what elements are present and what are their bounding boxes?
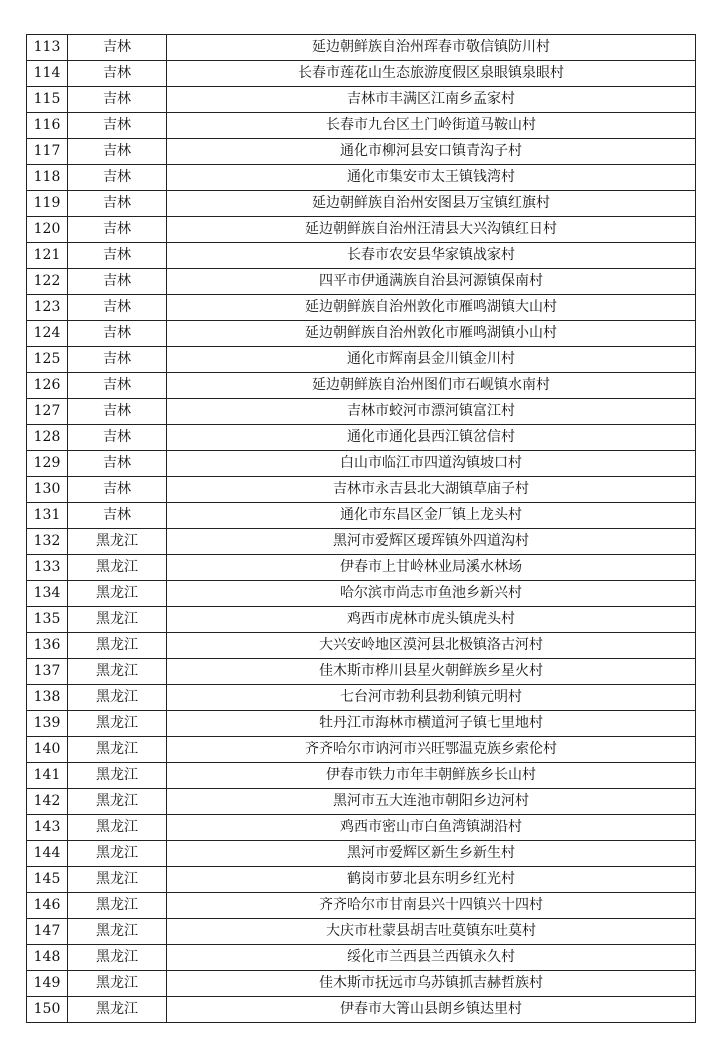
table-row xyxy=(27,971,696,997)
document-page xyxy=(26,34,695,1023)
row-number-cell: 113 xyxy=(27,35,68,61)
table-row xyxy=(27,373,696,399)
province-cell: 黑龙江 xyxy=(68,581,167,607)
row-number-cell: 147 xyxy=(27,919,68,945)
table-row xyxy=(27,139,696,165)
province-cell: 黑龙江 xyxy=(68,659,167,685)
province-cell: 黑龙江 xyxy=(68,607,167,633)
row-number-cell: 133 xyxy=(27,555,68,581)
village-name-cell: 延边朝鲜族自治州敦化市雁鸣湖镇大山村 xyxy=(167,295,696,321)
row-number-cell: 118 xyxy=(27,165,68,191)
village-name-cell: 四平市伊通满族自治县河源镇保南村 xyxy=(167,269,696,295)
province-cell: 黑龙江 xyxy=(68,945,167,971)
village-name-cell: 黑河市五大连池市朝阳乡边河村 xyxy=(167,789,696,815)
table-row xyxy=(27,633,696,659)
village-name-cell: 长春市农安县华家镇战家村 xyxy=(167,243,696,269)
province-cell: 吉林 xyxy=(68,243,167,269)
village-name-cell: 黑河市爱辉区新生乡新生村 xyxy=(167,841,696,867)
village-name-cell: 牡丹江市海林市横道河子镇七里地村 xyxy=(167,711,696,737)
row-number-cell: 141 xyxy=(27,763,68,789)
row-number-cell: 123 xyxy=(27,295,68,321)
village-name-cell: 延边朝鲜族自治州珲春市敬信镇防川村 xyxy=(167,35,696,61)
village-name-cell: 齐齐哈尔市讷河市兴旺鄂温克族乡索伦村 xyxy=(167,737,696,763)
table-row xyxy=(27,841,696,867)
table-row xyxy=(27,217,696,243)
province-cell: 黑龙江 xyxy=(68,529,167,555)
row-number-cell: 135 xyxy=(27,607,68,633)
row-number-cell: 128 xyxy=(27,425,68,451)
table-row xyxy=(27,659,696,685)
table-row xyxy=(27,477,696,503)
province-cell: 吉林 xyxy=(68,35,167,61)
table-row xyxy=(27,321,696,347)
table-row xyxy=(27,87,696,113)
village-name-cell: 白山市临江市四道沟镇坡口村 xyxy=(167,451,696,477)
table-row xyxy=(27,191,696,217)
village-name-cell: 吉林市永吉县北大湖镇草庙子村 xyxy=(167,477,696,503)
village-name-cell: 延边朝鲜族自治州汪清县大兴沟镇红日村 xyxy=(167,217,696,243)
province-cell: 黑龙江 xyxy=(68,893,167,919)
village-name-cell: 鸡西市密山市白鱼湾镇湖沿村 xyxy=(167,815,696,841)
province-cell: 吉林 xyxy=(68,451,167,477)
row-number-cell: 127 xyxy=(27,399,68,425)
row-number-cell: 122 xyxy=(27,269,68,295)
row-number-cell: 130 xyxy=(27,477,68,503)
row-number-cell: 126 xyxy=(27,373,68,399)
row-number-cell: 117 xyxy=(27,139,68,165)
province-cell: 吉林 xyxy=(68,347,167,373)
village-name-cell: 吉林市蛟河市漂河镇富江村 xyxy=(167,399,696,425)
province-cell: 黑龙江 xyxy=(68,685,167,711)
row-number-cell: 119 xyxy=(27,191,68,217)
province-cell: 黑龙江 xyxy=(68,971,167,997)
village-name-cell: 大庆市杜蒙县胡吉吐莫镇东吐莫村 xyxy=(167,919,696,945)
row-number-cell: 149 xyxy=(27,971,68,997)
village-name-cell: 长春市莲花山生态旅游度假区泉眼镇泉眼村 xyxy=(167,61,696,87)
row-number-cell: 124 xyxy=(27,321,68,347)
table-row xyxy=(27,113,696,139)
province-cell: 吉林 xyxy=(68,139,167,165)
village-name-cell: 大兴安岭地区漠河县北极镇洛古河村 xyxy=(167,633,696,659)
province-cell: 黑龙江 xyxy=(68,841,167,867)
village-name-cell: 通化市通化县西江镇岔信村 xyxy=(167,425,696,451)
province-cell: 吉林 xyxy=(68,295,167,321)
province-cell: 黑龙江 xyxy=(68,867,167,893)
village-name-cell: 哈尔滨市尚志市鱼池乡新兴村 xyxy=(167,581,696,607)
row-number-cell: 129 xyxy=(27,451,68,477)
row-number-cell: 125 xyxy=(27,347,68,373)
table-row xyxy=(27,763,696,789)
table-row xyxy=(27,893,696,919)
village-name-cell: 七台河市勃利县勃利镇元明村 xyxy=(167,685,696,711)
province-cell: 吉林 xyxy=(68,87,167,113)
province-cell: 黑龙江 xyxy=(68,789,167,815)
village-name-cell: 佳木斯市桦川县星火朝鲜族乡星火村 xyxy=(167,659,696,685)
row-number-cell: 137 xyxy=(27,659,68,685)
table-row xyxy=(27,347,696,373)
row-number-cell: 138 xyxy=(27,685,68,711)
row-number-cell: 120 xyxy=(27,217,68,243)
village-name-cell: 延边朝鲜族自治州安图县万宝镇红旗村 xyxy=(167,191,696,217)
row-number-cell: 136 xyxy=(27,633,68,659)
row-number-cell: 115 xyxy=(27,87,68,113)
table-row xyxy=(27,451,696,477)
village-name-cell: 延边朝鲜族自治州图们市石岘镇水南村 xyxy=(167,373,696,399)
province-cell: 吉林 xyxy=(68,503,167,529)
row-number-cell: 116 xyxy=(27,113,68,139)
table-row xyxy=(27,789,696,815)
table-row xyxy=(27,35,696,61)
row-number-cell: 142 xyxy=(27,789,68,815)
province-cell: 吉林 xyxy=(68,165,167,191)
row-number-cell: 132 xyxy=(27,529,68,555)
row-number-cell: 146 xyxy=(27,893,68,919)
row-number-cell: 139 xyxy=(27,711,68,737)
village-name-cell: 鹤岗市萝北县东明乡红光村 xyxy=(167,867,696,893)
village-name-cell: 通化市辉南县金川镇金川村 xyxy=(167,347,696,373)
village-name-cell: 伊春市大箐山县朗乡镇达里村 xyxy=(167,997,696,1023)
province-cell: 黑龙江 xyxy=(68,919,167,945)
province-cell: 吉林 xyxy=(68,191,167,217)
province-cell: 黑龙江 xyxy=(68,633,167,659)
village-list-table xyxy=(26,34,696,1023)
province-cell: 吉林 xyxy=(68,269,167,295)
row-number-cell: 114 xyxy=(27,61,68,87)
table-row xyxy=(27,997,696,1023)
province-cell: 黑龙江 xyxy=(68,815,167,841)
province-cell: 吉林 xyxy=(68,61,167,87)
table-row xyxy=(27,503,696,529)
table-row xyxy=(27,399,696,425)
table-row xyxy=(27,945,696,971)
village-name-cell: 黑河市爱辉区瑷珲镇外四道沟村 xyxy=(167,529,696,555)
province-cell: 吉林 xyxy=(68,399,167,425)
row-number-cell: 148 xyxy=(27,945,68,971)
village-name-cell: 通化市柳河县安口镇青沟子村 xyxy=(167,139,696,165)
table-row xyxy=(27,269,696,295)
table-row xyxy=(27,737,696,763)
row-number-cell: 150 xyxy=(27,997,68,1023)
table-row xyxy=(27,243,696,269)
province-cell: 吉林 xyxy=(68,477,167,503)
village-name-cell: 长春市九台区土门岭街道马鞍山村 xyxy=(167,113,696,139)
table-row xyxy=(27,815,696,841)
table-row xyxy=(27,425,696,451)
row-number-cell: 143 xyxy=(27,815,68,841)
row-number-cell: 131 xyxy=(27,503,68,529)
province-cell: 吉林 xyxy=(68,217,167,243)
table-row xyxy=(27,165,696,191)
province-cell: 吉林 xyxy=(68,425,167,451)
village-name-cell: 齐齐哈尔市甘南县兴十四镇兴十四村 xyxy=(167,893,696,919)
village-name-cell: 鸡西市虎林市虎头镇虎头村 xyxy=(167,607,696,633)
row-number-cell: 121 xyxy=(27,243,68,269)
village-name-cell: 延边朝鲜族自治州敦化市雁鸣湖镇小山村 xyxy=(167,321,696,347)
village-name-cell: 通化市东昌区金厂镇上龙头村 xyxy=(167,503,696,529)
village-name-cell: 通化市集安市太王镇钱湾村 xyxy=(167,165,696,191)
table-row xyxy=(27,685,696,711)
table-row xyxy=(27,607,696,633)
village-name-cell: 伊春市铁力市年丰朝鲜族乡长山村 xyxy=(167,763,696,789)
row-number-cell: 144 xyxy=(27,841,68,867)
village-name-cell: 伊春市上甘岭林业局溪水林场 xyxy=(167,555,696,581)
table-row xyxy=(27,711,696,737)
table-row xyxy=(27,555,696,581)
province-cell: 黑龙江 xyxy=(68,711,167,737)
table-row xyxy=(27,61,696,87)
province-cell: 黑龙江 xyxy=(68,997,167,1023)
table-row xyxy=(27,581,696,607)
table-row xyxy=(27,295,696,321)
province-cell: 黑龙江 xyxy=(68,763,167,789)
table-row xyxy=(27,867,696,893)
province-cell: 吉林 xyxy=(68,113,167,139)
village-name-cell: 绥化市兰西县兰西镇永久村 xyxy=(167,945,696,971)
table-row xyxy=(27,919,696,945)
village-name-cell: 吉林市丰满区江南乡孟家村 xyxy=(167,87,696,113)
province-cell: 吉林 xyxy=(68,321,167,347)
table-body xyxy=(27,35,696,1023)
province-cell: 黑龙江 xyxy=(68,555,167,581)
province-cell: 吉林 xyxy=(68,373,167,399)
province-cell: 黑龙江 xyxy=(68,737,167,763)
table-row xyxy=(27,529,696,555)
row-number-cell: 145 xyxy=(27,867,68,893)
row-number-cell: 140 xyxy=(27,737,68,763)
village-name-cell: 佳木斯市抚远市乌苏镇抓吉赫哲族村 xyxy=(167,971,696,997)
row-number-cell: 134 xyxy=(27,581,68,607)
